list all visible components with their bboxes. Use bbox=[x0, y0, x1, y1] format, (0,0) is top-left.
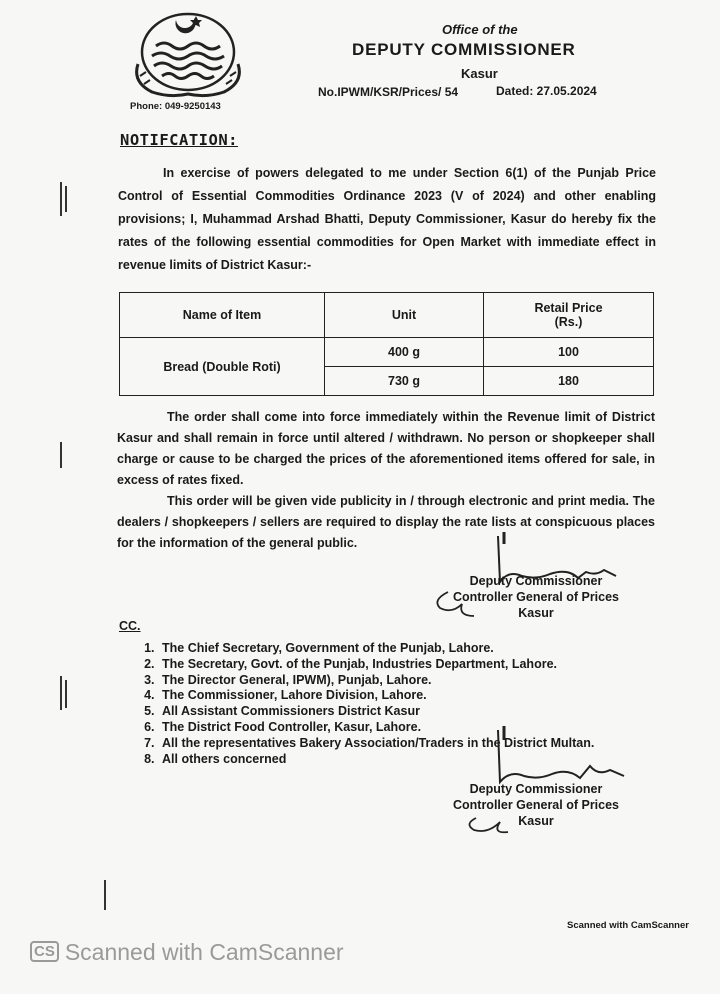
list-item: 6. The District Food Controller, Kasur, Lahore. bbox=[158, 720, 594, 736]
signatory-role: Controller General of Prices bbox=[452, 798, 620, 812]
scan-edge-mark bbox=[65, 186, 67, 212]
signatory-location: Kasur bbox=[518, 814, 554, 828]
order-paragraph: The order shall come into force immediately within the Revenue limit of District Kasur and shall remain in force until altered / withdrawn. No person or shopkeeper shall charge or cause to be charged the prices of the aforementioned items offered for sale, in excess of rates fixed. bbox=[117, 410, 655, 487]
list-item: 1. The Chief Secretary, Government of the Punjab, Lahore. bbox=[158, 641, 594, 657]
header-unit: Unit bbox=[325, 293, 484, 338]
rates-table bbox=[119, 292, 654, 396]
office-of-label: Office of the bbox=[442, 22, 518, 37]
signatory-title: Deputy Commissioner bbox=[469, 574, 603, 588]
phone-number: Phone: 049-9250143 bbox=[130, 101, 221, 112]
list-item: 4. The Commissioner, Lahore Division, Lahore. bbox=[158, 688, 594, 704]
office-title: DEPUTY COMMISSIONER bbox=[352, 40, 576, 59]
issue-date: Dated: 27.05.2024 bbox=[496, 84, 597, 98]
header-item: Name of Item bbox=[120, 293, 325, 338]
publicity-paragraph: This order will be given vide publicity in / through electronic and print media. The dealers / shopkeepers / sellers are required to display the rate lists at conspicuous places for the information of the general public. bbox=[117, 494, 655, 550]
price-cell: 180 bbox=[484, 367, 654, 396]
scanner-watermark: Scanned with CamScanner bbox=[567, 920, 689, 931]
notification-heading: NOTIFCATION: bbox=[120, 131, 238, 149]
scan-edge-mark bbox=[65, 680, 67, 708]
list-item: 2. The Secretary, Govt. of the Punjab, Industries Department, Lahore. bbox=[158, 657, 594, 673]
table-row bbox=[120, 338, 654, 367]
scan-edge-mark bbox=[104, 880, 106, 910]
scan-edge-mark bbox=[60, 182, 62, 216]
scan-edge-mark bbox=[60, 442, 62, 468]
scanner-watermark-text: Scanned with CamScanner bbox=[64, 939, 344, 965]
table-header-row bbox=[120, 293, 654, 338]
list-item: 5. All Assistant Commissioners District Kasur bbox=[158, 704, 594, 720]
cc-label: CC. bbox=[119, 619, 141, 633]
price-cell: 100 bbox=[484, 338, 654, 367]
signatory-role: Controller General of Prices bbox=[452, 590, 620, 604]
scan-edge-mark bbox=[60, 676, 62, 710]
signature-block bbox=[446, 781, 626, 829]
header-retail-price: Retail Price (Rs.) bbox=[484, 293, 654, 338]
scanner-watermark-large bbox=[30, 939, 344, 966]
camscanner-icon: CS bbox=[30, 941, 59, 962]
intro-paragraph: In exercise of powers delegated to me under Section 6(1) of the Punjab Price Control of Essential Commodities Ordinance 2023 (V of 2024) and other enabling provisions; I, Muhammad Arshad Bhatti, Deputy Commissioner, Kasur do hereby fix the rates of the following essential commodities for Open Market with immediate effect in revenue limits of District Kasur:- bbox=[118, 166, 656, 272]
office-location: Kasur bbox=[461, 66, 498, 81]
signature-block bbox=[446, 573, 626, 621]
punjab-government-logo bbox=[130, 4, 246, 98]
signatory-location: Kasur bbox=[518, 606, 554, 620]
unit-cell: 730 g bbox=[325, 367, 484, 396]
list-item: 8. All others concerned bbox=[158, 752, 594, 768]
reference-number: No.IPWM/KSR/Prices/ 54 bbox=[318, 85, 459, 99]
signatory-title: Deputy Commissioner bbox=[469, 782, 603, 796]
list-item: 3. The Director General, IPWM), Punjab, Lahore. bbox=[158, 673, 594, 689]
unit-cell: 400 g bbox=[325, 338, 484, 367]
list-item: 7. All the representatives Bakery Association/Traders in the District Multan. bbox=[158, 736, 594, 752]
item-name: Bread (Double Roti) bbox=[120, 338, 325, 396]
